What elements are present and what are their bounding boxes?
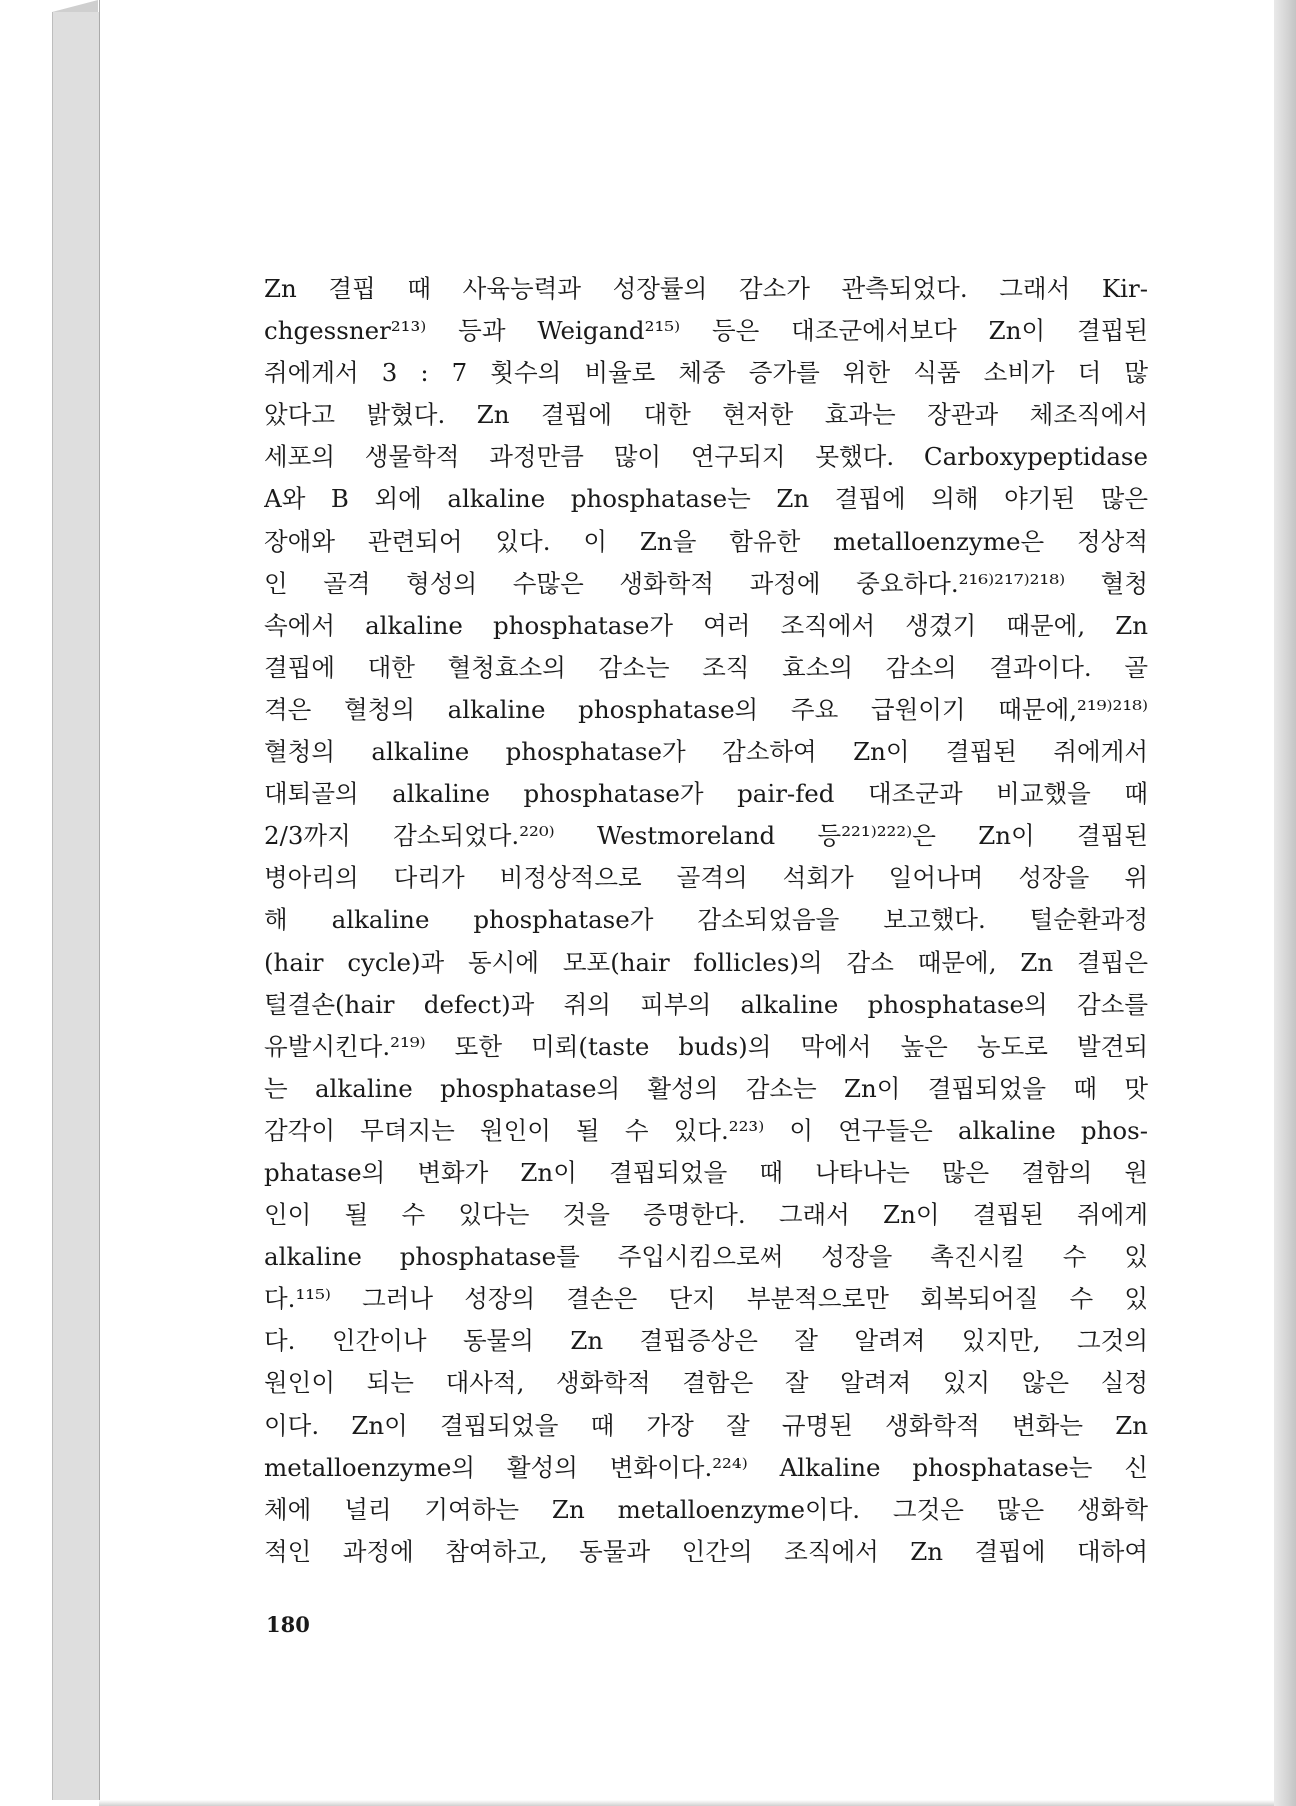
text-line: 속에서 alkaline phosphatase가 여러 조직에서 생겼기 때문에, Zn	[264, 610, 1148, 640]
text-line: chgessner²¹³⁾ 등과 Weigand²¹⁵⁾ 등은 대조군에서보다 Zn이 결핍된	[264, 316, 1148, 346]
book-spine-top	[52, 0, 98, 12]
text-line: 았다고 밝혔다. Zn 결핍에 대한 현저한 효과는 장관과 체조직에서	[264, 400, 1148, 430]
text-line: 감각이 무뎌지는 원인이 될 수 있다.²²³⁾ 이 연구들은 alkaline phos-	[264, 1115, 1148, 1145]
text-line: 이다. Zn이 결핍되었을 때 가장 잘 규명된 생화학적 변화는 Zn	[264, 1410, 1148, 1440]
body-text	[264, 268, 1148, 1573]
text-line: 털결손(hair defect)과 쥐의 피부의 alkaline phosphatase의 감소를	[264, 989, 1148, 1019]
text-line: 결핍에 대한 혈청효소의 감소는 조직 효소의 감소의 결과이다. 골	[264, 652, 1148, 682]
text-line: alkaline phosphatase를 주입시킴으로써 성장을 촉진시킬 수 있	[264, 1242, 1148, 1272]
text-line: 대퇴골의 alkaline phosphatase가 pair-fed 대조군과 비교했을 때	[264, 779, 1148, 809]
text-line: 인 골격 형성의 수많은 생화학적 과정에 중요하다.²¹⁶⁾²¹⁷⁾²¹⁸⁾ 혈청	[264, 568, 1148, 598]
text-line: 세포의 생물학적 과정만큼 많이 연구되지 못했다. Carboxypeptidase	[264, 442, 1148, 472]
text-line: 장애와 관련되어 있다. 이 Zn을 함유한 metalloenzyme은 정상적	[264, 526, 1148, 556]
text-line: 원인이 되는 대사적, 생화학적 결함은 잘 알려져 있지 않은 실정	[264, 1368, 1148, 1398]
text-line: 혈청의 alkaline phosphatase가 감소하여 Zn이 결핍된 쥐에게서	[264, 737, 1148, 767]
page-number: 180	[266, 1612, 310, 1637]
text-line: 인이 될 수 있다는 것을 증명한다. 그래서 Zn이 결핍된 쥐에게	[264, 1200, 1148, 1230]
text-line: 체에 널리 기여하는 Zn metalloenzyme이다. 그것은 많은 생화학	[264, 1494, 1148, 1524]
book-spine-edge	[52, 12, 100, 1800]
text-line: A와 B 외에 alkaline phosphatase는 Zn 결핍에 의해 야기된 많은	[264, 484, 1148, 514]
page-right-edge	[1274, 0, 1296, 1806]
page-bottom-shadow	[99, 1800, 1274, 1806]
text-line: 2/3까지 감소되었다.²²⁰⁾ Westmoreland 등²²¹⁾²²²⁾은 Zn이 결핍된	[264, 821, 1148, 851]
text-line: 병아리의 다리가 비정상적으로 골격의 석회가 일어나며 성장을 위	[264, 863, 1148, 893]
text-line: 해 alkaline phosphatase가 감소되었음을 보고했다. 털순환과정	[264, 905, 1148, 935]
text-line: 적인 과정에 참여하고, 동물과 인간의 조직에서 Zn 결핍에 대하여	[264, 1536, 1148, 1566]
text-line: (hair cycle)과 동시에 모포(hair follicles)의 감소 때문에, Zn 결핍은	[264, 947, 1148, 977]
text-line: 다. 인간이나 동물의 Zn 결핍증상은 잘 알려져 있지만, 그것의	[264, 1326, 1148, 1356]
text-line: 유발시킨다.²¹⁹⁾ 또한 미뢰(taste buds)의 막에서 높은 농도로 발견되	[264, 1031, 1148, 1061]
text-line: 쥐에게서 3 : 7 횟수의 비율로 체중 증가를 위한 식품 소비가 더 많	[264, 358, 1148, 388]
text-line: phatase의 변화가 Zn이 결핍되었을 때 나타나는 많은 결함의 원	[264, 1157, 1148, 1187]
text-line: Zn 결핍 때 사육능력과 성장률의 감소가 관측되었다. 그래서 Kir-	[264, 274, 1148, 303]
text-line: metalloenzyme의 활성의 변화이다.²²⁴⁾ Alkaline phosphatase는 신	[264, 1452, 1148, 1482]
text-line: 격은 혈청의 alkaline phosphatase의 주요 급원이기 때문에,²¹⁹⁾²¹⁸⁾	[264, 694, 1148, 724]
text-line: 는 alkaline phosphatase의 활성의 감소는 Zn이 결핍되었을 때 맛	[264, 1073, 1148, 1103]
text-line: 다.¹¹⁵⁾ 그러나 성장의 결손은 단지 부분적으로만 회복되어질 수 있	[264, 1284, 1148, 1314]
